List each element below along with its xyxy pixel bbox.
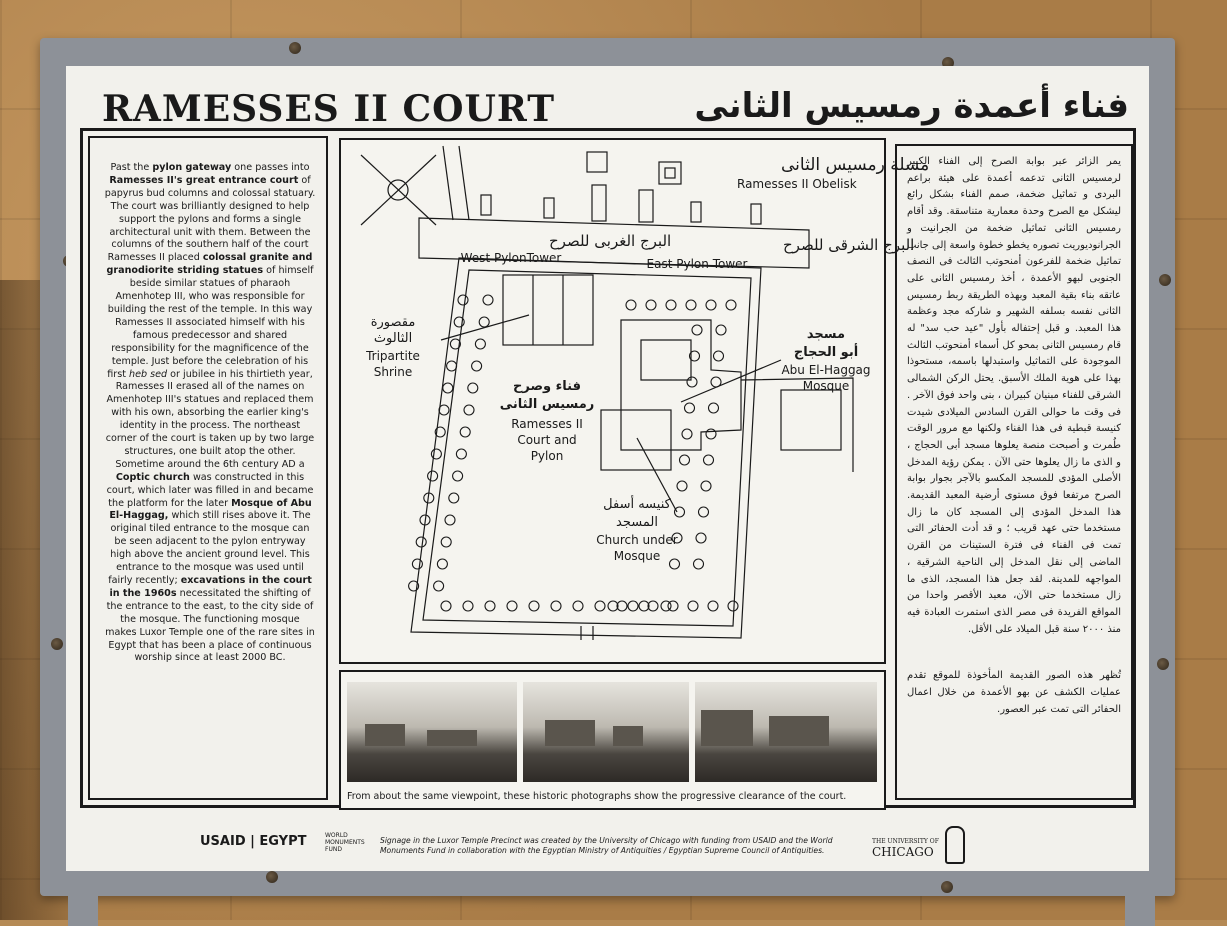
- description-segment: of papyrus bud columns and colossal statuary. The court was brilliantly designed to help support the pylons and forms a single architectural unit with them. Between the columns of the southern half of the court Ramesses II placed: [104, 174, 316, 264]
- wmf-logo: WORLD MONUMENTS FUND: [325, 832, 365, 853]
- court-label-ar-2: رمسيس الثانى: [499, 397, 595, 412]
- column-mark: [688, 601, 698, 611]
- church-label-ar: كنيسه أسفل: [603, 497, 671, 512]
- column-mark: [706, 300, 716, 310]
- west-pylon-label-ar: البرج الغربى للصرح: [549, 232, 672, 250]
- mosque-label-en: Abu El-Haggag: [781, 363, 871, 377]
- column-mark: [439, 405, 449, 415]
- description-segment: was constructed in this court, which later was filled in and became the platform for the later: [106, 471, 314, 509]
- column-mark: [646, 300, 656, 310]
- column-mark: [687, 377, 697, 387]
- sign-panel: [66, 66, 1149, 871]
- column-mark: [458, 295, 468, 305]
- column-mark: [472, 361, 482, 371]
- column-mark: [670, 559, 680, 569]
- description-segment: of himself beside similar statues of pharaoh Amenhotep III, who was responsible for building the rest of the temple. In this way Ramesses II associated himself with his famous predecessor and shared responsibility for the magnificence of the temple. Just before the celebration of his first: [107, 265, 314, 380]
- screw-icon: [51, 638, 63, 650]
- east-pylon-label-ar: البرج الشرقى للصرح: [783, 236, 915, 254]
- compass-icon: [361, 155, 436, 225]
- shrine-label-en-2: Shrine: [373, 365, 413, 379]
- column-mark: [704, 455, 714, 465]
- sign-post: [1125, 896, 1155, 926]
- east-pylon-label-en: East Pylon Tower: [646, 257, 748, 271]
- description-segment: colossal granite and granodiorite striding statues: [106, 252, 313, 277]
- credit-text: Signage in the Luxor Temple Precinct was created by the University of Chicago with funding from USAID and the World Monuments Fund in collaboration with the Egyptian Ministry of Antiquities / Egyptian Supreme Council of Antiquities.: [380, 836, 833, 855]
- english-description: [88, 136, 328, 800]
- uchicago-logo: [872, 836, 939, 858]
- sponsor-footer: [80, 816, 1136, 864]
- column-mark: [726, 300, 736, 310]
- historic-photo-3: [695, 682, 877, 782]
- column-mark: [692, 325, 702, 335]
- column-mark: [529, 601, 539, 611]
- column-mark: [711, 377, 721, 387]
- column-mark: [668, 601, 678, 611]
- uchicago-small: THE UNIVERSITY OF: [872, 838, 939, 845]
- temple-plan: [339, 138, 930, 664]
- screw-icon: [1157, 658, 1169, 670]
- column-mark: [441, 537, 451, 547]
- screw-icon: [941, 881, 953, 893]
- column-mark: [449, 493, 459, 503]
- column-mark: [595, 601, 605, 611]
- column-mark: [682, 429, 692, 439]
- column-mark: [434, 581, 444, 591]
- description-segment: or jubilee in his thirtieth year, Ramesses II erased all of the names on Amenhotep III's statues and replaced them with his own, absorbing the earlier king's identity in the process. The northeast corner of the court is taken up by two large structures, one built atop the other. Sometime around the 6th century AD a: [105, 368, 315, 470]
- column-mark: [443, 383, 453, 393]
- screw-icon: [1159, 274, 1171, 286]
- usaid-logo: USAID | EGYPT: [200, 834, 307, 849]
- description-segment: which still rises above it. The original tiled entrance to the mosque can be seen adjacent to the pylon entryway high above the ancient ground level. This entrance to the mosque was used until fairly recently;: [108, 510, 311, 586]
- sign-post: [68, 896, 98, 926]
- column-mark: [428, 471, 438, 481]
- seal-icon: [945, 826, 965, 864]
- column-mark: [453, 471, 463, 481]
- title-arabic: فناء أعمدة رمسيس الثانى: [694, 86, 1129, 126]
- plan-drawing: [341, 140, 930, 662]
- column-mark: [716, 325, 726, 335]
- description-segment: pylon gateway: [152, 162, 232, 173]
- column-mark: [694, 559, 704, 569]
- column-mark: [626, 300, 636, 310]
- column-mark: [680, 455, 690, 465]
- screw-icon: [266, 871, 278, 883]
- court-label-en-2: Court and: [517, 433, 577, 447]
- column-mark: [696, 533, 706, 543]
- column-mark: [456, 449, 466, 459]
- column-mark: [416, 537, 426, 547]
- arabic-paragraph: يمر الزائر عبر بوابة الصرح إلى الفناء الكبير لرمسيس الثانى تدعمه أعمدة على هيئة براعم البردى و تماثيل ضخمة، صمم الفناء بشكل رائع ليشكل مع الصرح وحدة معمارية متناسقة. وقد أقام رمسيس الثانى تماثيل ضخمة من الجرانيت و الجرانوديوريت تصوره يخطو خطوة واسعة إلى جانب تماثيل ضخمة للفرعون أمنحوتب الثالث فى النصف الجنوبى لبهو الأعمدة ، أخذ رمسيس الثانى على عاتقه بناء بقية المعبد وبهذه الطريقة ربط رمسيس الثانى نفسه بسلفه الشهير و شاركه مجد وعظمة هذا المعبد. و قبل إحتفاله بأول "عيد حب سد" له قام رمسيس الثانى بمحو كل أسماء أمنحوتب الثالث الموجودة على التماثيل واستبدلها باسمه، مستحوذا بهذا على هوية الملك الأسبق. يحتل الركن الشمالى الشرقى للفناء مبنيان كبيران ، بنى واحد فوق الآخر . فى وقت ما حوالى القرن السادس الميلادى شيدت كنيسة قبطية فى هذا الفناء ولكنها مع مرور الوقت طُمرت و أصبحت منصة يعلوها مسجد أبى الحجاج ، و الذى ما زال يعلوها حتى الآن . يمكن رؤية المدخل الأصلى المؤدى للمسجد المكسو بالآجر بجوار بوابة الصرح مرتفعا فوق مستوى أرضية المعبد القديمة. هذا المدخل المؤدى إلى المسجد كان ما زال مستخدما حتى عهد قريب ؛ و قد أدت الحفائر التى تمت فى الفناء فى فترة الستينات من القرن الماضى إلى نقل المدخل إلى الناحية الشرقية ، المواجهه للمدينة. لقد جعل هذا المسجد، الذى ما زال مستخدما حتى الآن، معبد الأقصر واحدا من المواقع الفريدة فى مصر الذى استمرت العبادة فيه منذ ٢٠٠٠ سنة قبل الميلاد على الأقل.: [907, 156, 1121, 635]
- shrine-label-ar-2: الثالوث: [373, 331, 413, 346]
- court-label-en: Ramesses II: [511, 417, 583, 431]
- column-mark: [706, 429, 716, 439]
- column-mark: [709, 403, 719, 413]
- column-mark: [412, 559, 422, 569]
- description-segment: Coptic church: [115, 471, 190, 483]
- obelisk-label-ar: مسلة رمسيس الثانى: [781, 155, 930, 175]
- historic-photos: [339, 670, 886, 810]
- obelisk-label-en: Ramesses II Obelisk: [737, 177, 857, 191]
- column-mark: [628, 601, 638, 611]
- column-mark: [437, 559, 447, 569]
- west-pylon-label-en: West PylonTower: [460, 251, 562, 265]
- column-mark: [685, 403, 695, 413]
- court-label-ar: فناء وصرح: [513, 379, 581, 394]
- description-segment: Past the: [110, 162, 153, 173]
- column-mark: [483, 295, 493, 305]
- column-mark: [675, 507, 685, 517]
- column-mark: [485, 601, 495, 611]
- historic-photo-1: [347, 682, 517, 782]
- column-mark: [463, 601, 473, 611]
- historic-photo-2: [523, 682, 689, 782]
- column-mark: [479, 317, 489, 327]
- column-mark: [475, 339, 485, 349]
- column-mark: [464, 405, 474, 415]
- arabic-description: [895, 144, 1133, 800]
- mosque-label-ar-2: أبو الحجاج: [793, 345, 859, 360]
- column-mark: [708, 601, 718, 611]
- description-segment: heb sed: [129, 368, 168, 380]
- church-label-en-2: Mosque: [613, 549, 661, 563]
- uchicago-name: CHICAGO: [872, 845, 934, 859]
- description-segment: Mosque of Abu El-Haggag,: [109, 497, 312, 522]
- description-segment: one passes into: [231, 162, 310, 173]
- column-mark: [686, 300, 696, 310]
- church-label-en: Church under: [596, 533, 678, 547]
- mosque-label-ar: مسجد: [806, 327, 846, 342]
- column-mark: [677, 481, 687, 491]
- column-mark: [431, 449, 441, 459]
- column-mark: [728, 601, 738, 611]
- column-mark: [699, 507, 709, 517]
- photos-caption: From about the same viewpoint, these historic photographs show the progressive clearance of the court.: [347, 791, 847, 802]
- column-mark: [447, 361, 457, 371]
- title-english: RAMESSES II COURT: [102, 88, 556, 130]
- column-mark: [441, 601, 451, 611]
- description-segment: excavations in the court in the 1960s: [109, 575, 312, 599]
- column-mark: [460, 427, 470, 437]
- column-mark: [701, 481, 711, 491]
- column-mark: [468, 383, 478, 393]
- screw-icon: [289, 42, 301, 54]
- column-mark: [573, 601, 583, 611]
- column-mark: [666, 300, 676, 310]
- shrine-label-en: Tripartite: [366, 349, 420, 363]
- mosque-label-en-2: Mosque: [802, 379, 850, 393]
- church-label-ar-2: المسجد: [616, 515, 658, 530]
- description-segment: necessitated the shifting of the entrance to the east, to the city side of the mosque. The functioning mosque makes Luxor Temple one of the rare sites in Egypt that has been a place of continuous worship since at least 2000 BC.: [105, 587, 315, 664]
- shrine-label-ar: مقصورة: [370, 315, 416, 330]
- column-mark: [445, 515, 455, 525]
- arabic-photo-note: تُظهر هذه الصور القديمة المأخوذة للموقع تقدم عمليات الكشف عن بهو الأعمدة من خلال اعمال الحفائر التى تمت عبر العصور.: [907, 670, 1121, 715]
- column-mark: [714, 351, 724, 361]
- court-label-en-3: Pylon: [530, 449, 564, 463]
- column-mark: [507, 601, 517, 611]
- description-segment: Ramesses II's great entrance court: [109, 174, 299, 186]
- column-mark: [551, 601, 561, 611]
